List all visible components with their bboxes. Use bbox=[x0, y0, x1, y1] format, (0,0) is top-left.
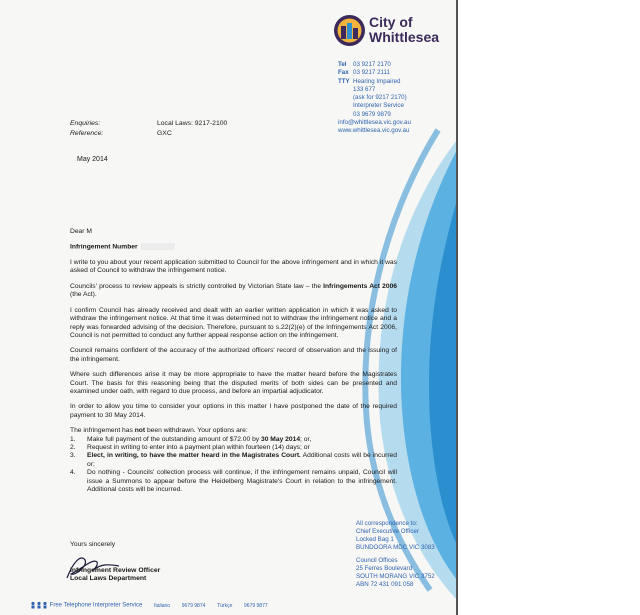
paragraph: I write to you about your recent application submitted to Council for the above infringement and in which it was asked of Council to withdraw the infringement notice. bbox=[70, 259, 397, 275]
signatory: Infringement Review Officer Local Laws Department bbox=[70, 567, 161, 582]
redaction-box bbox=[141, 243, 175, 250]
options-intro: The infringement has not been withdrawn. Your options are: bbox=[70, 427, 248, 435]
page-edge bbox=[456, 0, 458, 615]
letter-body bbox=[70, 228, 397, 501]
closing: Yours sincerely bbox=[70, 541, 116, 548]
city-name: City of Whittlesea bbox=[369, 14, 440, 45]
people-icon bbox=[30, 601, 48, 609]
option-item: 2. Request in writing to enter into a payment plan within fourteen (14) days; or bbox=[70, 443, 310, 451]
option-item: 1. Make full payment of the outstanding amount of $72.00 by 30 May 2014; or, bbox=[70, 435, 312, 443]
letter-date: May 2014 bbox=[77, 156, 108, 163]
option-item: 4. Do nothing - Councils' collection process will continue, if the infringement remains unpaid, Council will issue a Summons to appear before the Heidelberg Magistrate's Court in relation to the infringement. Additional costs will be incurred. bbox=[70, 469, 397, 494]
paragraph: Where such differences arise it may be more appropriate to have the matter heard before the Magistrates Court. The basis for this reasoning being that the disputed merits of both sides can be presented and examined under oath, with regard to due process, and before an impartial adjudicator. bbox=[70, 371, 397, 395]
website-link[interactable]: www.whittlesea.vic.gov.au bbox=[338, 127, 410, 135]
options-list bbox=[70, 427, 397, 494]
letter-meta: Enquiries: Local Laws: 9217-2100 Reference: GXC bbox=[70, 120, 228, 137]
paragraph: I confirm Council has already received and dealt with an earlier written application in which it was asked to withdraw the infringement notice. At that time it was determined not to withdraw the infringement notice and a reply was forwarded advising of the decision. Therefore, pursuant to s.22(2)(e) of the Infringements Act 2006, Council is not permitted to conduct any further appeal response action on the infringement. bbox=[70, 306, 397, 339]
correspondence-address: All correspondence to: Chief Executive Officer Locked Bag 1 BUNDOORA MDC VIC 3083 Council Offices 25 Ferres Boulevard SOUTH MORANG VIC 3752 ABN 72 431 091 058 bbox=[356, 520, 435, 588]
paragraph: Council remains confident of the accuracy of the authorized officers' record of observation and the issuing of the infringement. bbox=[70, 347, 397, 363]
email-link[interactable]: info@whittlesea.vic.gov.au bbox=[338, 119, 411, 127]
footer-interpreter: Free Telephone Interpreter Service Italiano 9679 9874 Türkçe 9679 9877 bbox=[30, 601, 268, 609]
paragraph: In order to allow you time to consider your options in this matter I have postponed the date of the required payment to 30 May 2014. bbox=[70, 403, 397, 419]
city-logo bbox=[333, 14, 453, 54]
contact-details: Tel 03 9217 2170 Fax 03 9217 2111 TTY Hearing Impaired 133 677 (ask for 9217 2170) Interpreter Service 03 9679 9879 info@whittlesea.vic.gov.au www.whittlesea.vic.gov.au bbox=[338, 61, 411, 135]
city-logo-icon bbox=[333, 14, 366, 47]
subject-line: Infringement Number bbox=[70, 243, 397, 252]
option-item: 3. Elect, in writing, to have the matter heard in the Magistrates Court. Additional costs will be incurred or; bbox=[70, 452, 397, 468]
paragraph: Councils' process to review appeals is strictly controlled by Victorian State law – the Infringements Act 2006 (the Act). bbox=[70, 282, 398, 299]
salutation: Dear M bbox=[70, 228, 92, 235]
